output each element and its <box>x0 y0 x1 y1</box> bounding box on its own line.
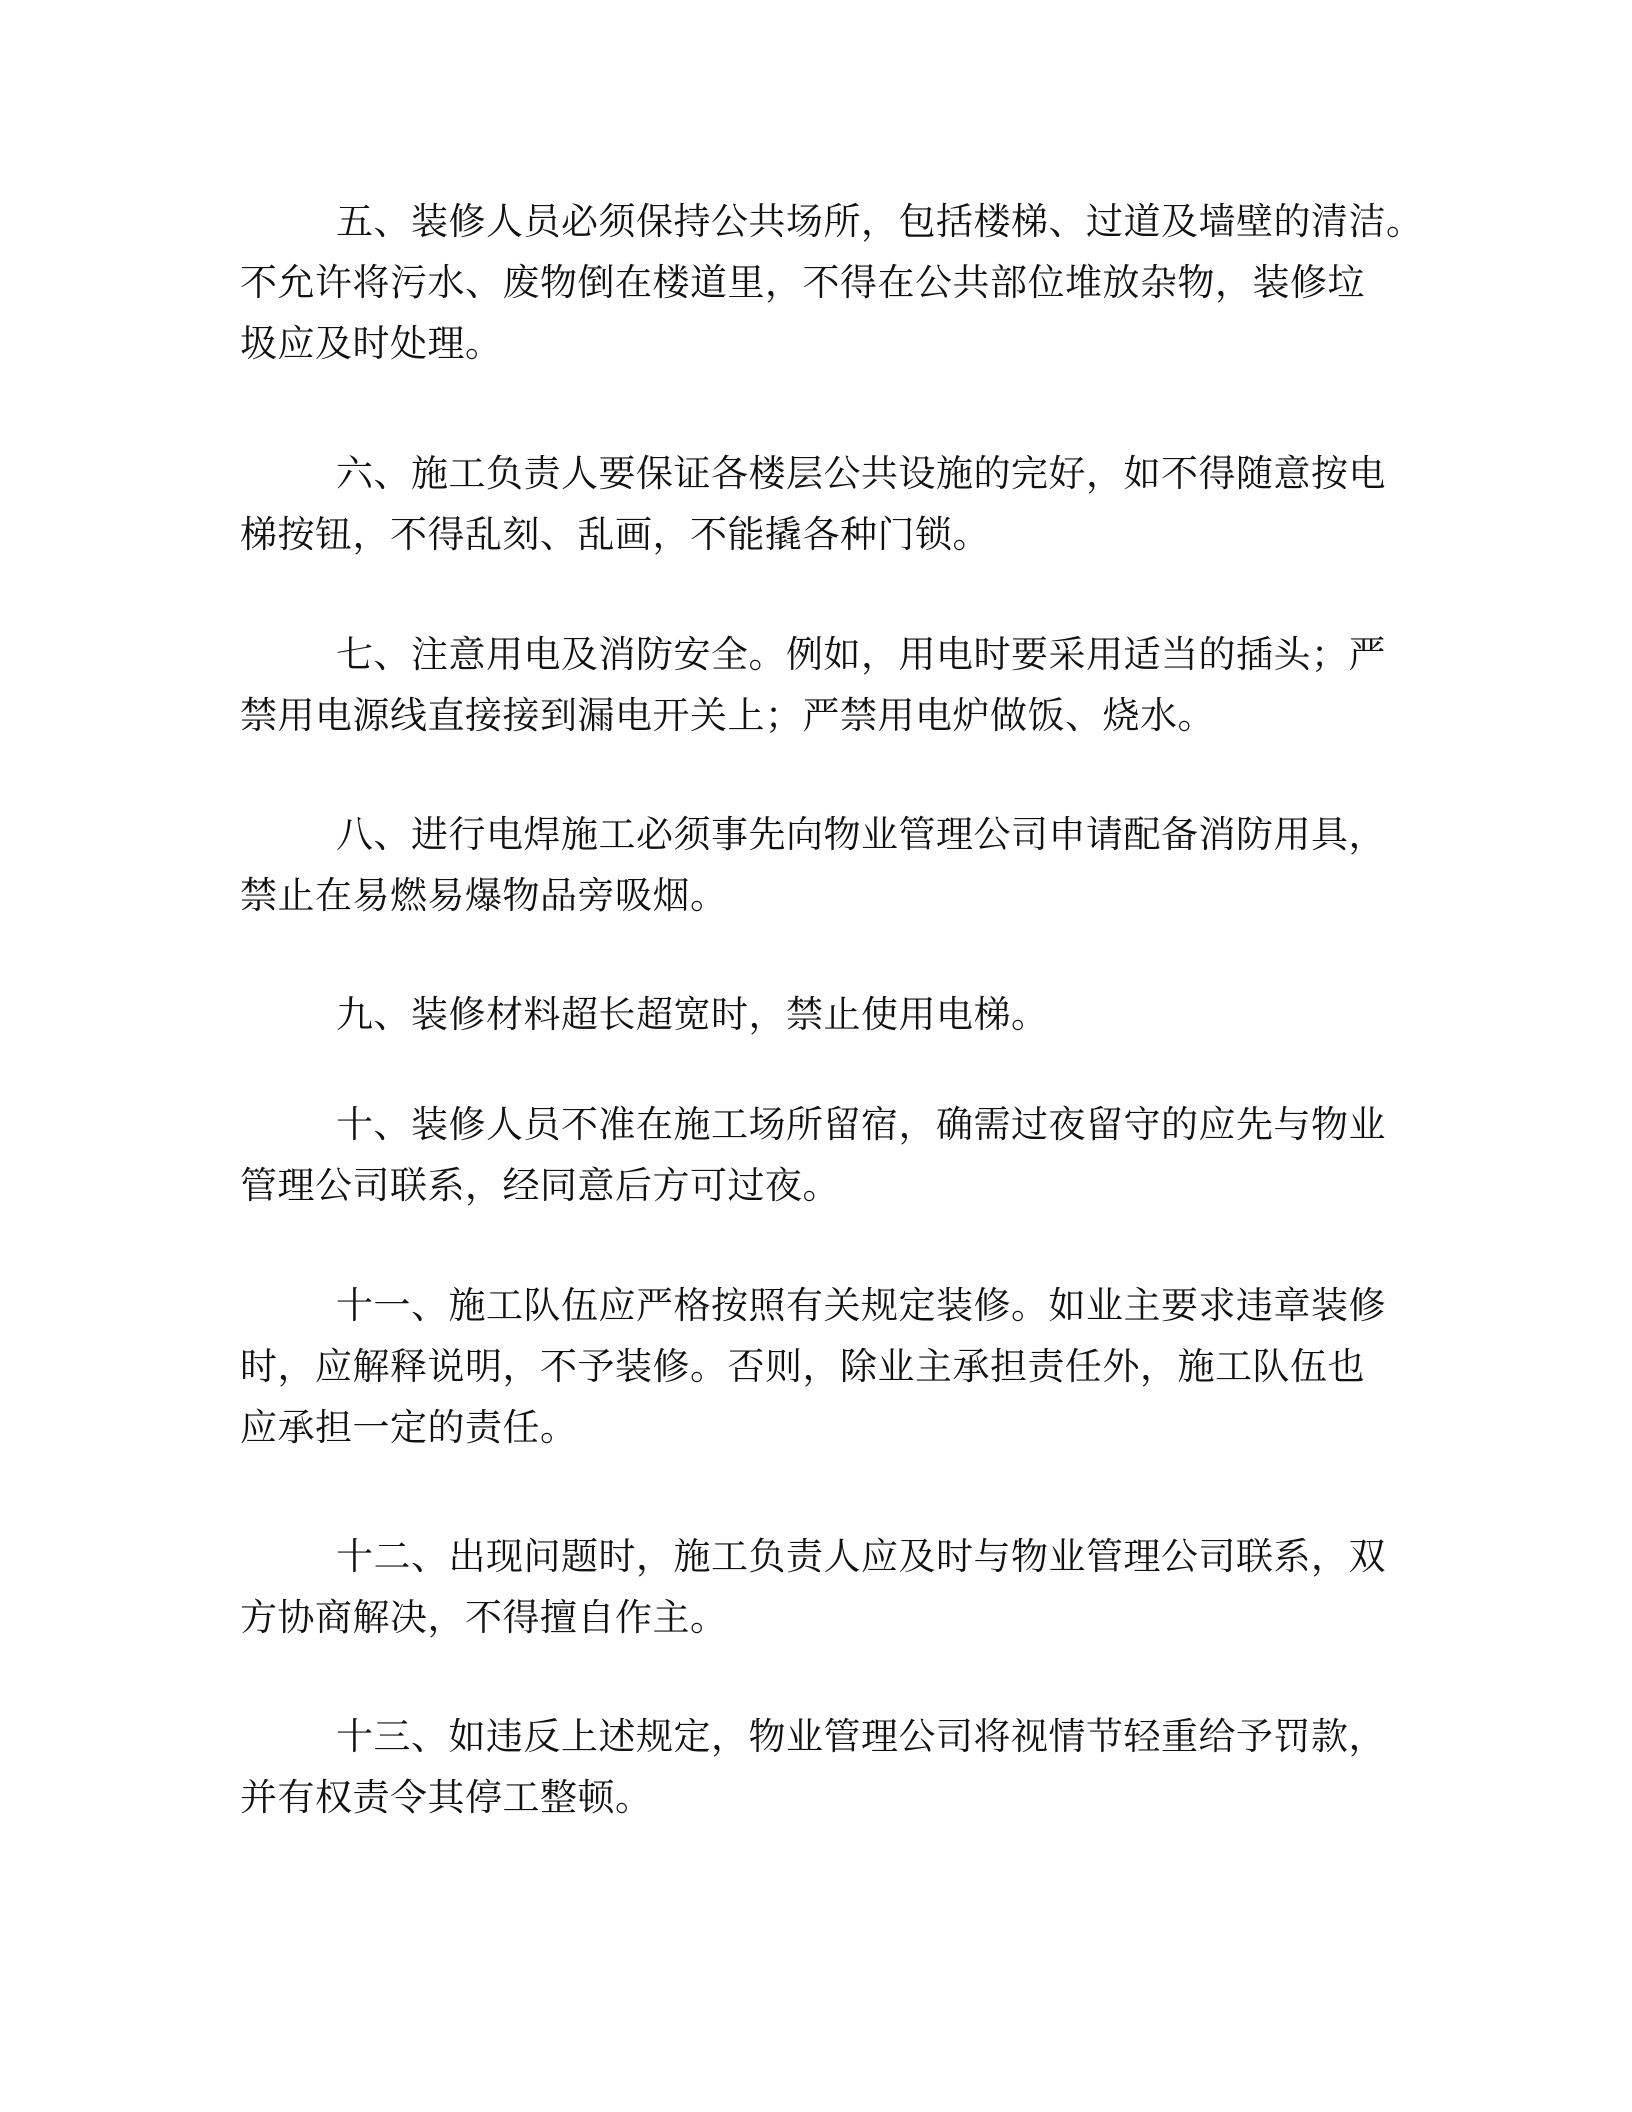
paragraph-line: 时，应解释说明，不予装修。否则，除业主承担责任外，施工队伍也 <box>240 1345 1365 1388</box>
paragraph-item-9 <box>240 984 1390 1045</box>
paragraph-item-5 <box>240 191 1424 374</box>
paragraph-item-11 <box>240 1275 1390 1458</box>
paragraph-line: 七、注意用电及消防安全。例如，用电时要采用适当的插头；严 <box>336 633 1386 676</box>
paragraph-line: 十、装修人员不准在施工场所留宿，确需过夜留守的应先与物业 <box>336 1103 1386 1146</box>
paragraph-line: 十二、出现问题时，施工负责人应及时与物业管理公司联系，双 <box>336 1535 1386 1578</box>
paragraph-item-7 <box>240 624 1390 746</box>
paragraph-line: 管理公司联系，经同意后方可过夜。 <box>240 1164 840 1207</box>
paragraph-item-13 <box>240 1706 1390 1828</box>
paragraph-line: 方协商解决，不得擅自作主。 <box>240 1596 728 1639</box>
paragraph-line: 禁止在易燃易爆物品旁吸烟。 <box>240 874 728 917</box>
paragraph-line: 应承担一定的责任。 <box>240 1406 578 1449</box>
paragraph-item-12 <box>240 1526 1390 1648</box>
paragraph-item-8 <box>240 804 1390 926</box>
paragraph-line: 十三、如违反上述规定，物业管理公司将视情节轻重给予罚款， <box>336 1715 1386 1758</box>
paragraph-line: 八、进行电焊施工必须事先向物业管理公司申请配备消防用具， <box>336 813 1386 856</box>
paragraph-line: 五、装修人员必须保持公共场所，包括楼梯、过道及墙壁的清洁。 <box>336 200 1424 243</box>
paragraph-line: 九、装修材料超长超宽时，禁止使用电梯。 <box>336 993 1049 1036</box>
paragraph-line: 十一、施工队伍应严格按照有关规定装修。如业主要求违章装修 <box>336 1284 1386 1327</box>
paragraph-line: 并有权责令其停工整顿。 <box>240 1776 653 1819</box>
paragraph-item-10 <box>240 1094 1390 1216</box>
paragraph-line: 圾应及时处理。 <box>240 322 503 365</box>
paragraph-line: 六、施工负责人要保证各楼层公共设施的完好，如不得随意按电 <box>336 452 1386 495</box>
paragraph-line: 不允许将污水、废物倒在楼道里，不得在公共部位堆放杂物，装修垃 <box>240 261 1365 304</box>
paragraph-line: 梯按钮，不得乱刻、乱画，不能撬各种门锁。 <box>240 513 990 556</box>
paragraph-item-6 <box>240 443 1390 565</box>
paragraph-line: 禁用电源线直接接到漏电开关上；严禁用电炉做饭、烧水。 <box>240 694 1215 737</box>
